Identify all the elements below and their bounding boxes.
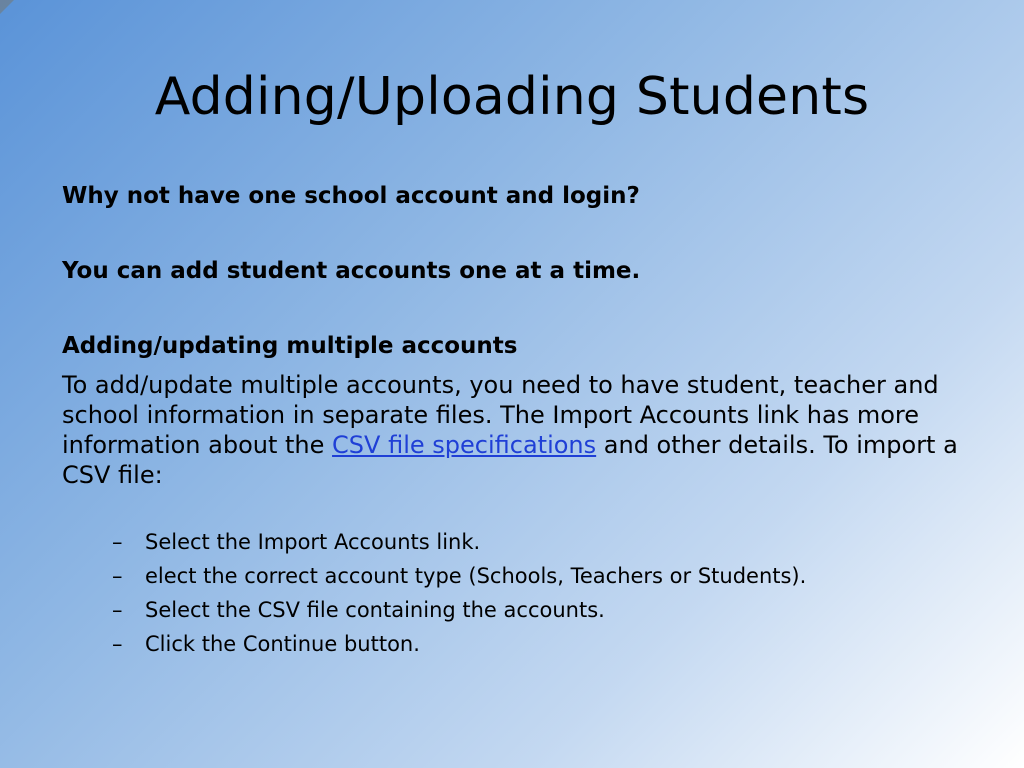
paragraph-text-before-link: To add/update multiple accounts, you need to have student, teacher and school information in separate files. The Import Accounts link has more information about the: [62, 371, 939, 459]
instructions-paragraph: [62, 370, 982, 490]
import-steps-list: [112, 525, 806, 661]
heading-why-not-one-account: Why not have one school account and login?: [62, 183, 640, 209]
step-text: elect the correct account type (Schools, Teachers or Students).: [145, 564, 807, 588]
csv-specifications-link[interactable]: CSV file specifications: [332, 431, 597, 459]
list-item: [112, 593, 806, 627]
corner-fold: [0, 0, 14, 14]
heading-add-one-at-a-time: You can add student accounts one at a time.: [62, 258, 641, 284]
heading-multiple-accounts: Adding/updating multiple accounts: [62, 333, 518, 359]
step-text: Select the Import Accounts link.: [145, 530, 481, 554]
dash-bullet: –: [112, 564, 123, 588]
list-item: [112, 627, 806, 661]
list-item: [112, 559, 806, 593]
dash-bullet: –: [112, 598, 123, 622]
paragraph-text-after-link: and other details. To import a CSV file:: [62, 431, 958, 489]
dash-bullet: –: [112, 632, 123, 656]
list-item: [112, 525, 806, 559]
slide-title: Adding/Uploading Students: [154, 67, 870, 127]
dash-bullet: –: [112, 530, 123, 554]
step-text: Select the CSV file containing the accounts.: [145, 598, 605, 622]
step-text: Click the Continue button.: [145, 632, 420, 656]
